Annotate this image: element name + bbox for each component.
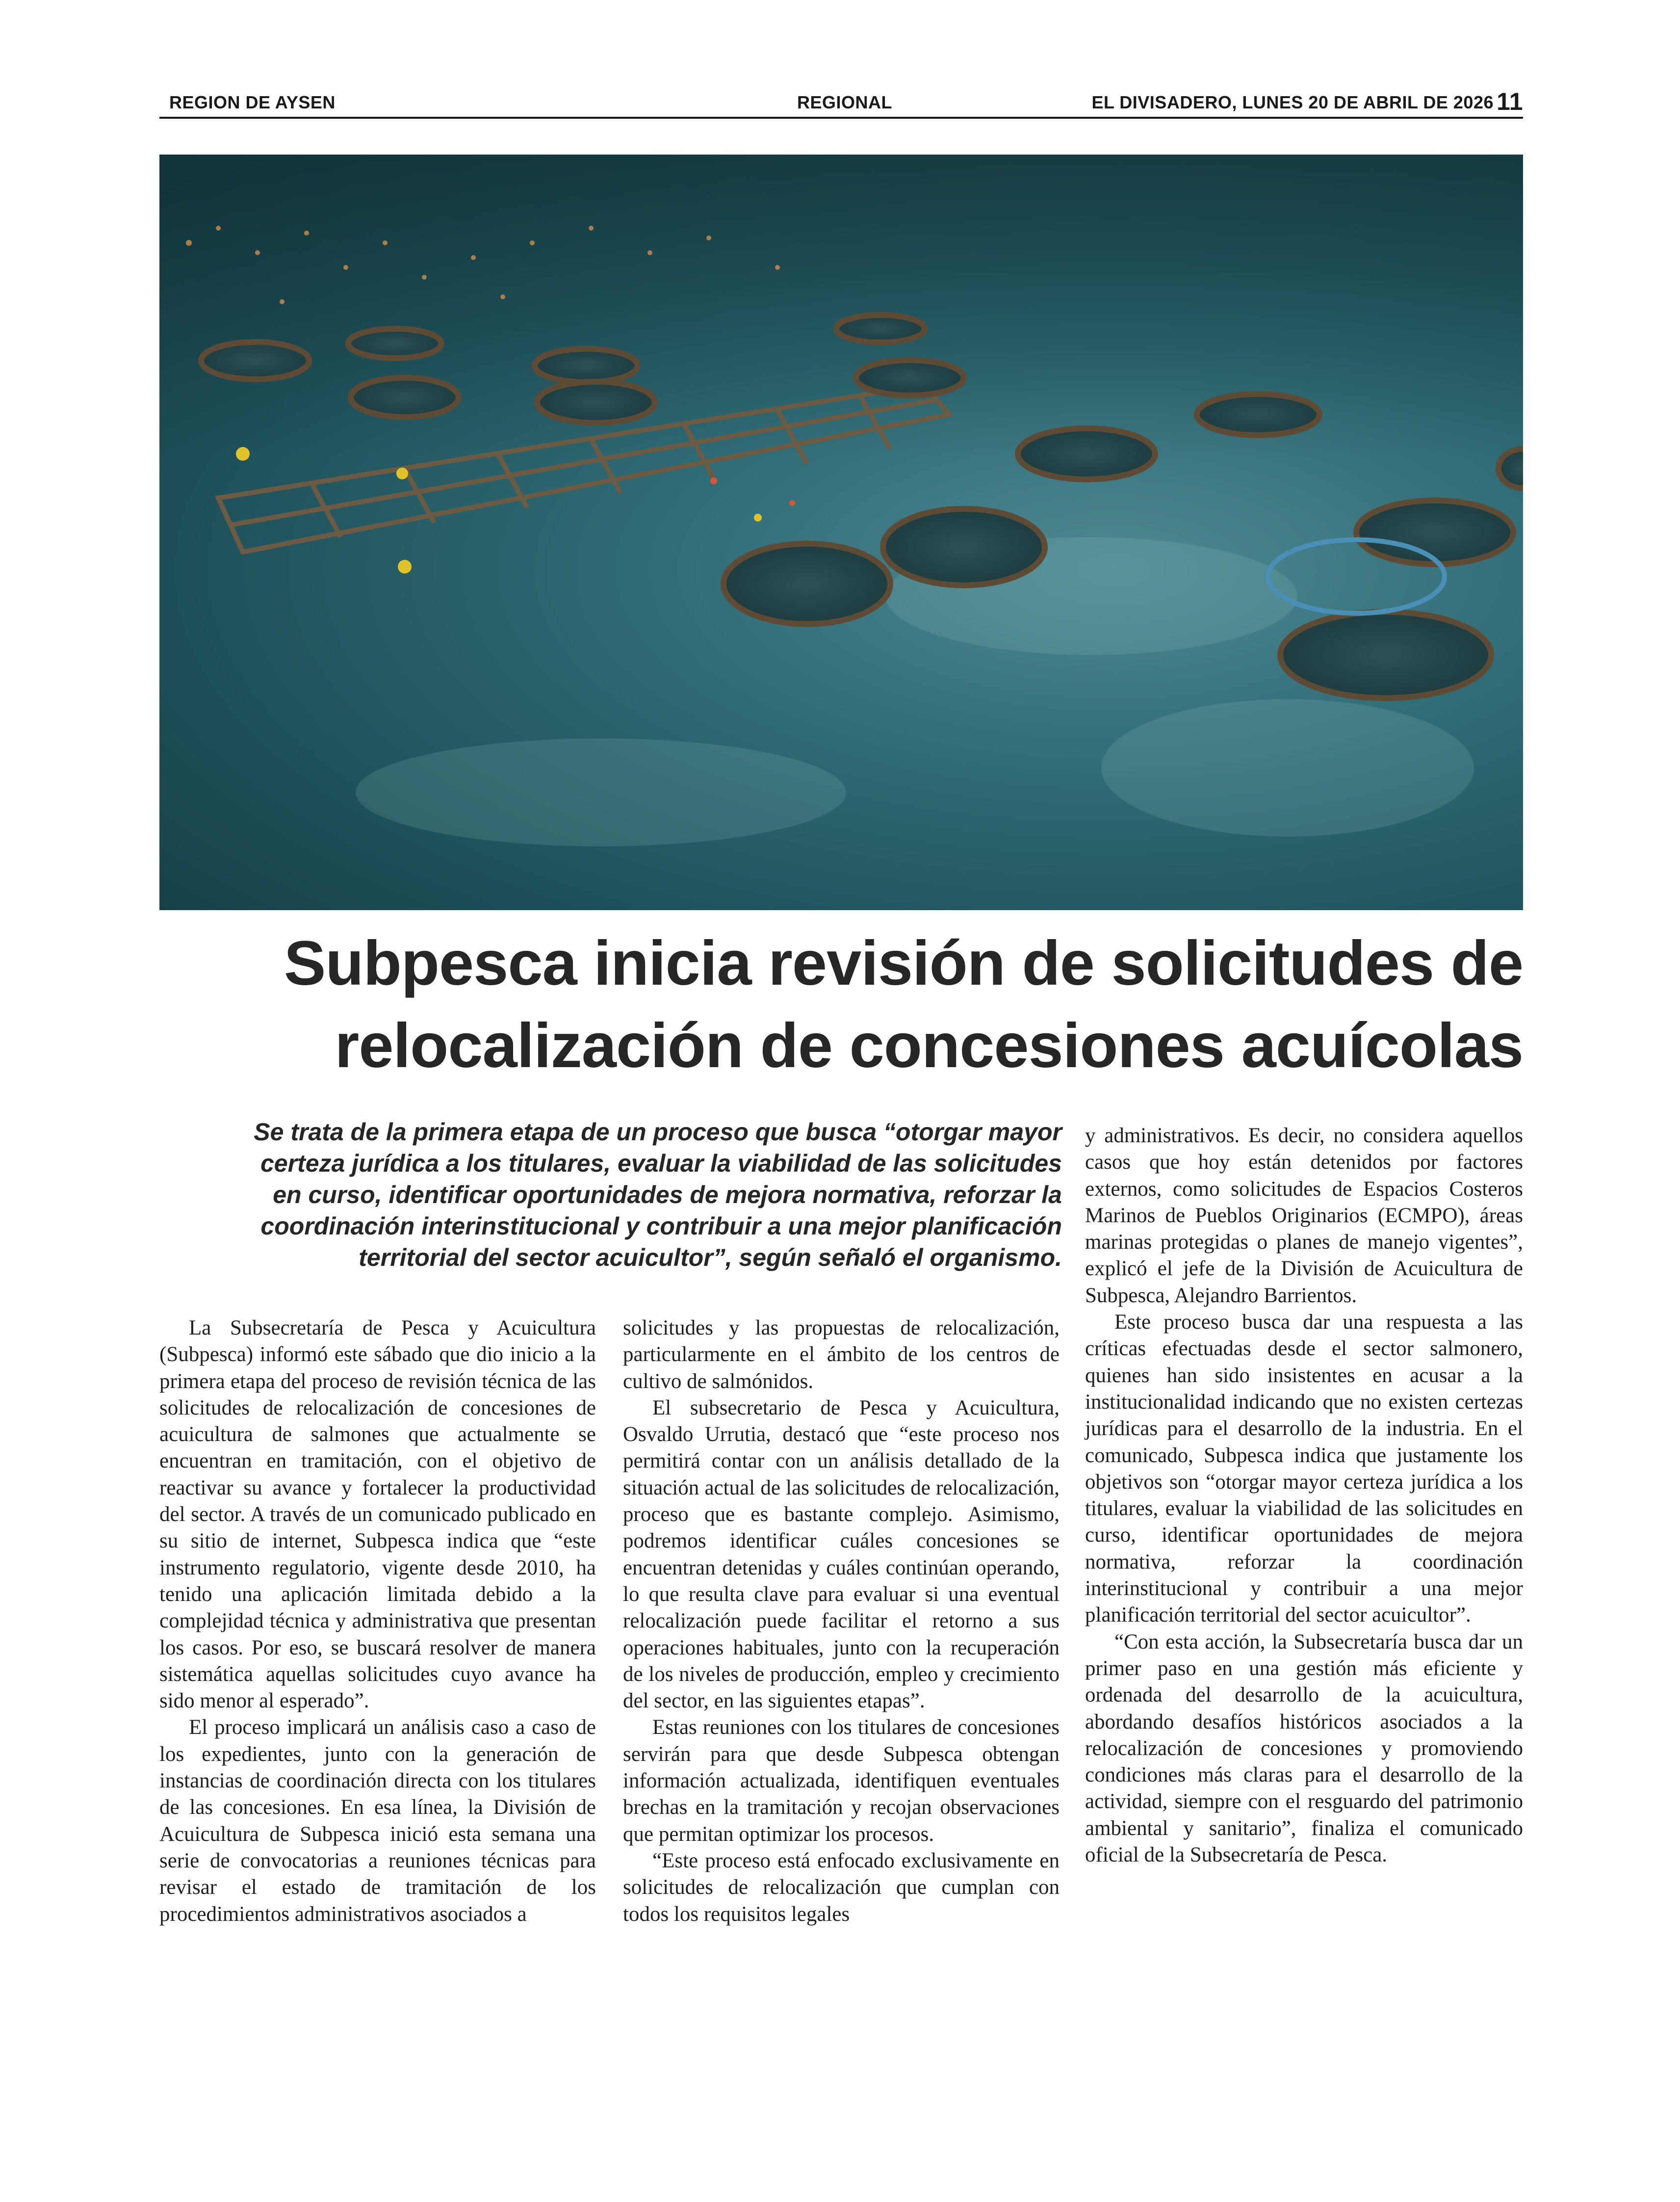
- body-paragraph: Estas reuniones con los titulares de concesiones servirán para que desde Subpesca obtengan información actualizada, identifiquen eventuales brechas en la tramitación y recojan observaciones que permitan optimizar los procesos.: [623, 1716, 1060, 1846]
- body-paragraph: El proceso implicará un análisis caso a caso de los expedientes, junto con la generación de instancias de coordinación directa con los titulares de las concesiones. En esa línea, la División de Acuicultura de Subpesca inició esta semana una serie de convocatorias a reuniones técnicas para revisar el estado de tramitación de los procedimientos administrativos asociados a: [159, 1716, 596, 1926]
- lead-paragraph: [159, 1116, 1062, 1273]
- dateline: EL DIVISADERO, LUNES 20 DE ABRIL DE 2026: [1091, 92, 1494, 112]
- body-paragraph: solicitudes y las propuestas de relocalización, particularmente en el ámbito de los centros de cultivo de salmónidos.: [623, 1316, 1060, 1393]
- body-paragraph: “Con esta acción, la Subsecretaría busca dar un primer paso en una gestión más eficiente y ordenada del desarrollo de la acuicultura, abordando desafíos históricos asociados a la relocalización de concesiones y promoviendo condiciones más claras para el desarrollo de la actividad, siempre con el resguardo del patrimonio ambiental y sanitario”, finaliza el comunicado oficial de la Subsecretaría de Pesca.: [1085, 1630, 1523, 1867]
- lead-line: Se trata de la primera etapa de un proceso que busca “otorgar mayor: [254, 1118, 1062, 1146]
- section-category: REGIONAL: [797, 92, 893, 112]
- salmon-farm-photo: [159, 155, 1523, 910]
- body-column-2: [623, 1315, 1060, 1928]
- lead-line: coordinación interinstitucional y contribuir a una mejor planificación: [260, 1212, 1062, 1240]
- lead-line: certeza jurídica a los titulares, evaluar la viabilidad de las solicitudes: [260, 1150, 1062, 1177]
- headline-line-2: relocalización de concesiones acuícolas: [335, 1011, 1523, 1081]
- section-label: REGION DE AYSEN: [169, 92, 336, 112]
- body-paragraph: La Subsecretaría de Pesca y Acuicultura (Subpesca) informó este sábado que dio inicio a la primera etapa del proceso de revisión técnica de las solicitudes de relocalización de concesiones de acuicultura de salmones que actualmente se encuentran en tramitación, con el objetivo de reactivar su avance y fortalecer la productividad del sector. A través de un comunicado publicado en su sitio de internet, Subpesca indica que “este instrumento regulatorio, vigente desde 2010, ha tenido una aplicación limitada debido a la complejidad técnica y administrativa que presentan los casos. Por eso, se buscará resolver de manera sistemática aquellas solicitudes cuyo avance ha sido menor al esperado”.: [159, 1316, 596, 1713]
- body-column-3: [1085, 1123, 1523, 1868]
- body-paragraph: “Este proceso está enfocado exclusivamente en solicitudes de relocalización que cumplan con todos los requisitos legales: [623, 1849, 1060, 1926]
- page-header: [159, 87, 1523, 119]
- headline: [159, 922, 1523, 1087]
- body-paragraph: Este proceso busca dar una respuesta a las críticas efectuadas desde el sector salmonero, quienes han sido insistentes en acusar a la institucionalidad indicando que no existen certezas jurídicas para el desarrollo de la industria. En el comunicado, Subpesca indica que justamente los objetivos son “otorgar mayor certeza jurídica a los titulares, evaluar la viabilidad de las solicitudes en curso, identificar oportunidades de mejora normativa, reforzar la coordinación interinstitucional y contribuir a una mejor planificación territorial del sector acuicultor”.: [1085, 1311, 1523, 1627]
- body-paragraph: y administrativos. Es decir, no considera aquellos casos que hoy están detenidos por factores externos, como solicitudes de Espacios Costeros Marinos de Pueblos Originarios (ECMPO), áreas marinas protegidas o planes de manejo vigentes”, explicó el jefe de la División de Acuicultura de Subpesca, Alejandro Barrientos.: [1085, 1124, 1523, 1307]
- page-number: 11: [1497, 88, 1523, 115]
- body-paragraph: El subsecretario de Pesca y Acuicultura, Osvaldo Urrutia, destacó que “este proceso nos permitirá contar con un análisis detallado de la situación actual de las solicitudes de relocalización, proceso que es bastante complejo. Asimismo, podremos identificar cuáles concesiones se encuentran detenidas y cuáles continúan operando, lo que resulta clave para evaluar si una eventual relocalización puede facilitar el retorno a sus operaciones habituales, junto con la recuperación de los niveles de producción, empleo y crecimiento del sector, en las siguientes etapas”.: [623, 1396, 1060, 1713]
- headline-line-1: Subpesca inicia revisión de solicitudes de: [284, 928, 1523, 998]
- lead-line: en curso, identificar oportunidades de mejora normativa, reforzar la: [273, 1181, 1062, 1208]
- fish-farm-illustration: [159, 155, 1523, 910]
- body-column-1: [159, 1315, 596, 1928]
- lead-line: territorial del sector acuicultor”, según señaló el organismo.: [359, 1244, 1062, 1271]
